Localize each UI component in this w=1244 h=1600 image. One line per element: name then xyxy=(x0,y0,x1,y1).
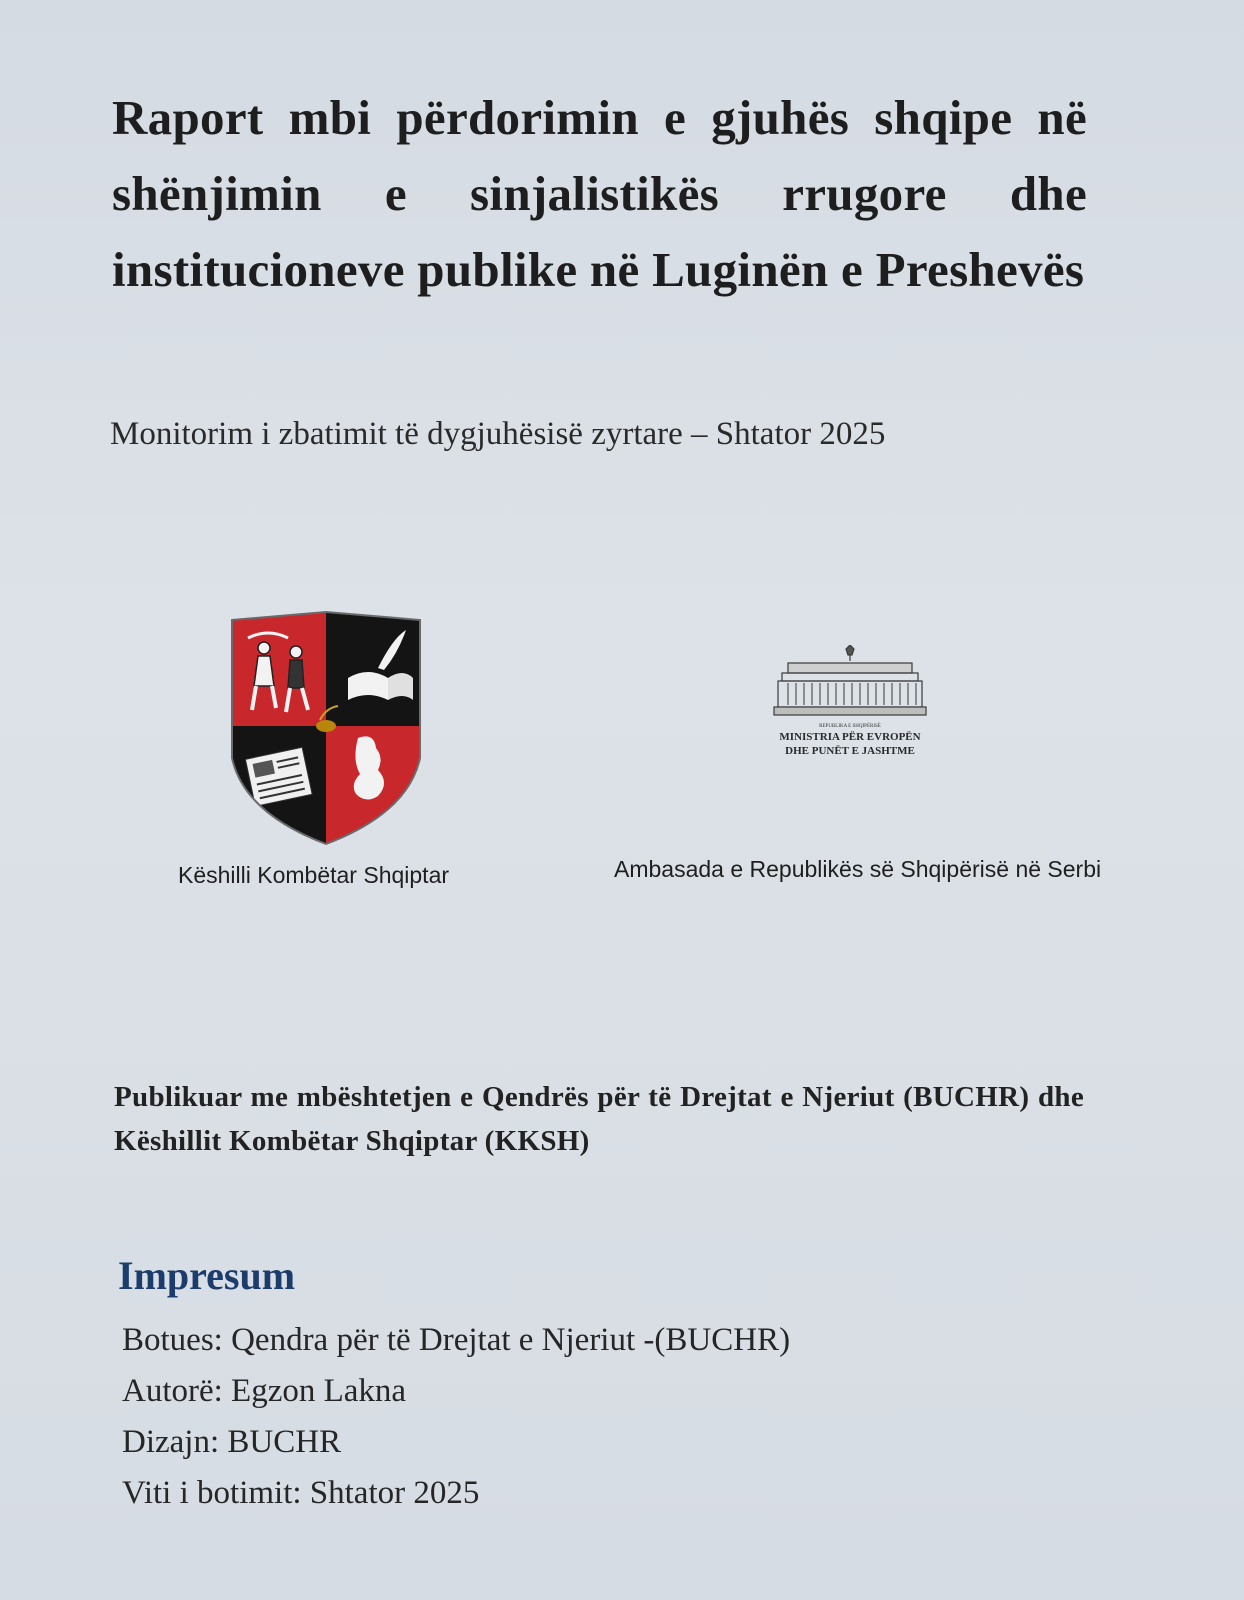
ministry-name-line1: MINISTRIA PËR EVROPËN xyxy=(779,731,921,743)
report-subtitle: Monitorim i zbatimit të dygjuhësisë zyrtare – Shtator 2025 xyxy=(110,416,886,452)
impressum-publisher: Botues: Qendra për të Drejtat e Njeriut -(BUCHR) xyxy=(122,1322,791,1358)
kksh-caption: Këshilli Kombëtar Shqiptar xyxy=(178,862,450,888)
impressum-year: Viti i botimit: Shtator 2025 xyxy=(122,1475,480,1511)
ministry-building-logo xyxy=(748,645,978,765)
impressum-heading: Impresum xyxy=(118,1253,296,1298)
ministry-name-line2: DHE PUNËT E JASHTME xyxy=(785,745,915,757)
ministry-small-text: REPUBLIKA E SHQIPËRISË xyxy=(819,724,881,729)
impressum-list xyxy=(122,1315,790,1519)
embassy-caption: Ambasada e Republikës së Shqipërisë në Serbi xyxy=(614,856,1102,882)
impressum-author: Autorë: Egzon Lakna xyxy=(122,1373,407,1409)
impressum-design: Dizajn: BUCHR xyxy=(122,1424,342,1460)
report-title: Raport mbi përdorimin e gjuhës shqipe në shënjimin e sinjalistikës rrugore dhe institucioneve publike në Luginën e Preshevës xyxy=(112,90,1087,297)
publication-note: Publikuar me mbështetjen e Qendrës për të Drejtat e Njeriut (BUCHR) dhe Këshillit Kombëtar Shqiptar (KKSH) xyxy=(114,1081,1084,1157)
kksh-shield-logo xyxy=(228,608,424,848)
